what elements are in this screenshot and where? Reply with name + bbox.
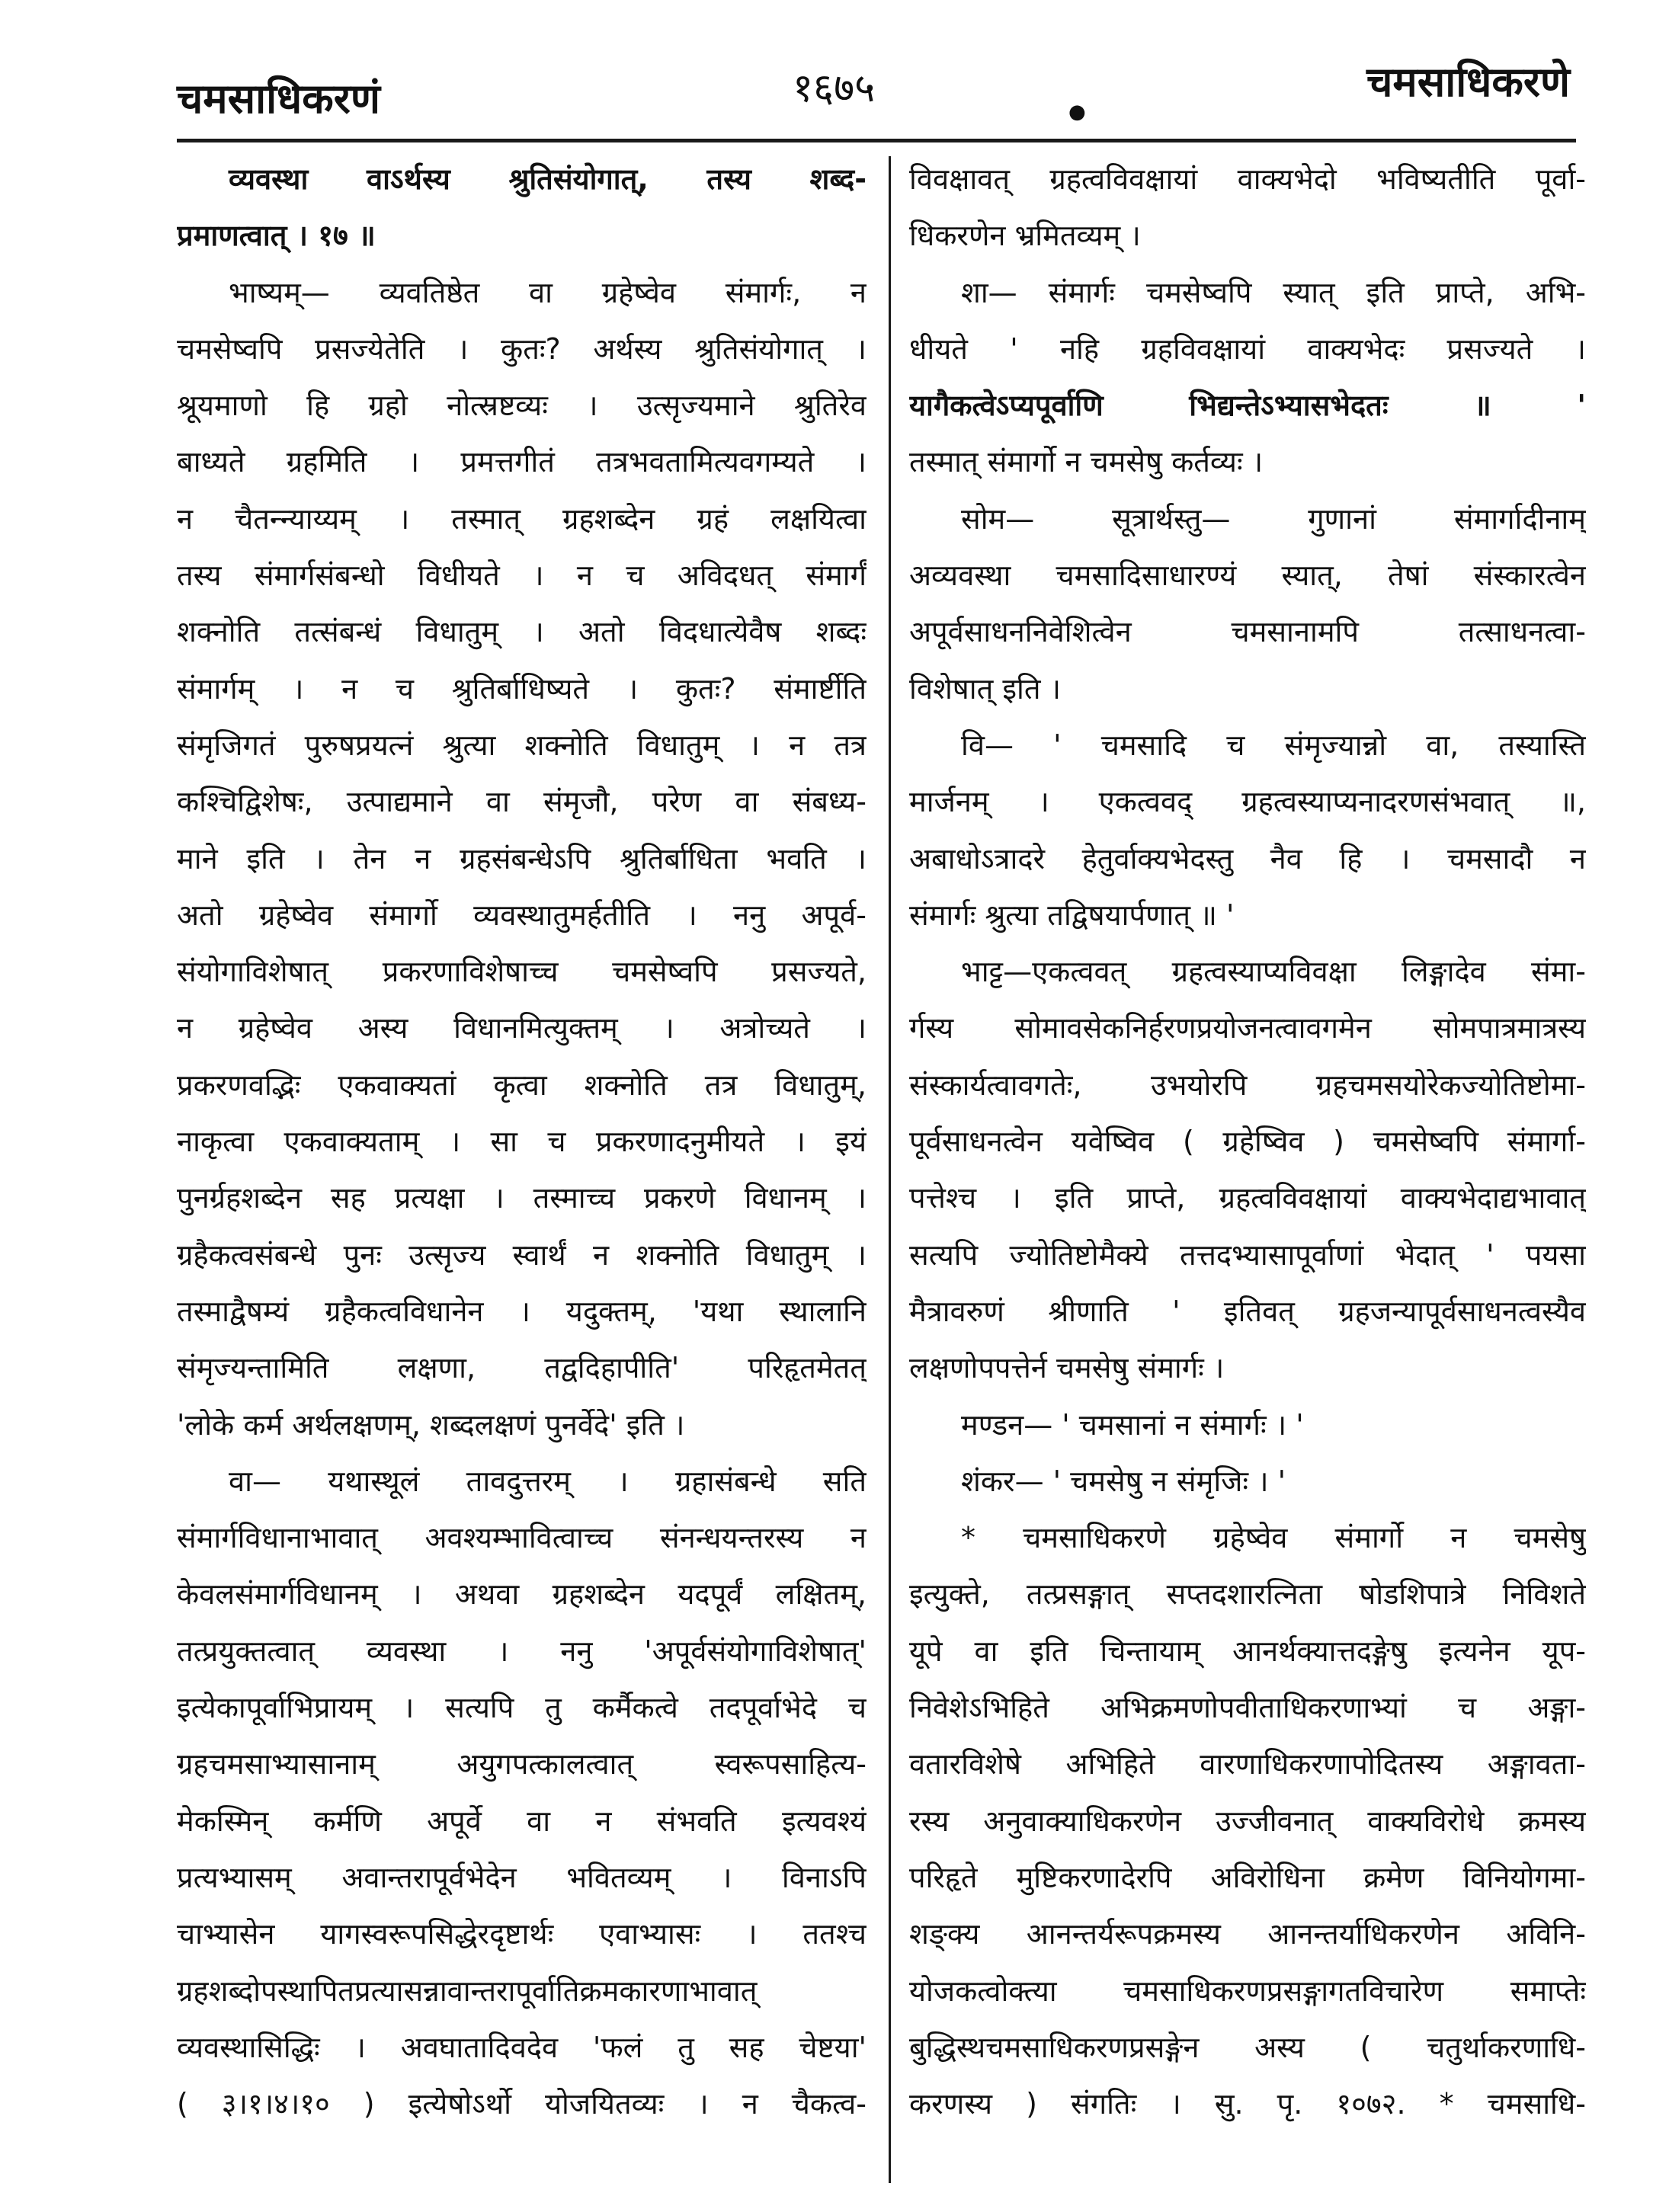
text-line: संमार्गविधानाभावात् अवश्यम्भावित्वाच्च संनन्धयन्तरस्य न — [177, 1521, 867, 1555]
text-line: संमृज्यन्तामिति लक्षणा, तद्वदिहापीति' परिहृतमेतत् — [177, 1351, 867, 1385]
text-line: तस्मात् संमार्गो न चमसेषु कर्तव्यः । — [909, 445, 1264, 479]
text-line: न ग्रहेष्वेव अस्य विधानमित्युक्तम् । अत्रोच्यते । — [177, 1011, 867, 1045]
text-line: मैत्रावरुणं श्रीणाति ' इतिवत् ग्रहजन्यापूर्वसाधनत्वस्यैव — [909, 1294, 1586, 1328]
text-line: तत्प्रयुक्तत्वात् व्यवस्था । ननु 'अपूर्वसंयोगाविशेषात्' — [177, 1634, 867, 1668]
text-line: ग्रहैकत्वसंबन्धे पुनः उत्सृज्य स्वार्थं न शक्नोति विधातुम् । — [177, 1237, 867, 1272]
text-line: शा— संमार्गः चमसेष्वपि स्यात् इति प्राप्ते, अभि- — [961, 275, 1586, 309]
text-line: प्रत्यभ्यासम् अवान्तरापूर्वभेदेन भवितव्यम् । विनाऽपि — [177, 1860, 867, 1894]
text-line: ( ३।१।४।१० ) इत्येषोऽर्थो योजयितव्यः । न चैकत्व- — [177, 2087, 867, 2121]
text-line: ग्रहशब्दोपस्थापितप्रत्यासन्नावान्तरापूर्वातिक्रमकारणाभावात् — [177, 1974, 758, 2008]
text-line: केवलसंमार्गविधानम् । अथवा ग्रहशब्देन यदपूर्वं लक्षितम्, — [177, 1577, 867, 1612]
text-line: न चैतन्न्याय्यम् । तस्मात् ग्रहशब्देन ग्रहं लक्षयित्वा — [177, 501, 867, 536]
text-line: व्यवस्थासिद्धिः । अवघातादिवदेव 'फलं तु सह चेष्टया' — [177, 2030, 867, 2064]
text-line: वतारविशेषे अभिहिते वारणाधिकरणापोदितस्य अङ्गावता- — [909, 1747, 1586, 1781]
ink-mark: ● — [1068, 101, 1086, 123]
text-line: अपूर्वसाधननिवेशित्वेन चमसानामपि तत्साधनत्वा- — [909, 615, 1586, 649]
page-number: १६७५ — [793, 66, 876, 111]
text-line: विशेषात् इति । — [909, 671, 1061, 706]
text-line: योजकत्वोक्त्या चमसाधिकरणप्रसङ्गागतविचारेण समाप्तेः — [909, 1974, 1586, 2008]
text-line: वि— ' चमसादि च संमृज्यान्नो वा, तस्यास्ति — [961, 728, 1586, 762]
page-header — [0, 0, 1669, 141]
text-line: धीयते ' नहि ग्रहविवक्षायां वाक्यभेदः प्रसज्यते । — [909, 331, 1586, 366]
text-line: पुनर्ग्रहशब्देन सह प्रत्यक्षा । तस्माच्च प्रकरणे विधानम् । — [177, 1181, 867, 1215]
text-line: र्गस्य सोमावसेकनिर्हरणप्रयोजनत्वावगमेन सोमपात्रमात्रस्य — [909, 1011, 1586, 1045]
text-line: यूपे वा इति चिन्तायाम् आनर्थक्यात्तदङ्गेषु इत्यनेन यूप- — [909, 1634, 1586, 1668]
text-line: यागैकत्वेऽप्यपूर्वाणि भिद्यन्तेऽभ्यासभेदतः ॥ ' — [909, 389, 1586, 423]
text-line: भाट्ट—एकत्ववत् ग्रहत्वस्याप्यविवक्षा लिङ्गादेव संमा- — [961, 955, 1586, 989]
text-line: नाकृत्वा एकवाक्यताम् । सा च प्रकरणादनुमीयते । इयं — [177, 1125, 867, 1159]
text-line: भाष्यम्— व्यवतिष्ठेत वा ग्रहेष्वेव संमार्गः, न — [229, 275, 867, 309]
text-line: संमृजिगतं पुरुषप्रयत्नं श्रुत्या शक्नोति विधातुम् । न तत्र — [177, 728, 867, 762]
text-line: संमार्गः श्रुत्या तद्विषयार्पणात् ॥ ' — [909, 898, 1235, 932]
text-line: मार्जनम् । एकत्ववद् ग्रहत्वस्याप्यनादरणसंभवात् ॥, — [909, 785, 1586, 819]
text-line: मेकस्मिन् कर्मणि अपूर्वे वा न संभवति इत्यवश्यं — [177, 1804, 867, 1838]
text-line: पत्तेश्च । इति प्राप्ते, ग्रहत्वविवक्षायां वाक्यभेदाद्यभावात् — [909, 1181, 1586, 1215]
text-line: सत्यपि ज्योतिष्टोमैक्ये तत्तदभ्यासापूर्वाणां भेदात् ' पयसा — [909, 1237, 1586, 1272]
text-line: शंकर— ' चमसेषु न संमृजिः । ' — [961, 1464, 1286, 1498]
text-line: संस्कार्यत्वावगतेः, उभयोरपि ग्रहचमसयोरेकज्योतिष्टोमा- — [909, 1068, 1586, 1102]
text-line: श्रूयमाणो हि ग्रहो नोत्स्रष्टव्यः । उत्सृज्यमाने श्रुतिरेव — [177, 389, 867, 423]
text-line: धिकरणेन भ्रमितव्यम् । — [909, 219, 1141, 253]
text-line: संमार्गम् । न च श्रुतिर्बाधिष्यते । कुतः? संमार्ष्टीति — [177, 671, 867, 706]
text-line: तस्माद्वैषम्यं ग्रहैकत्वविधानेन । यदुक्तम्, 'यथा स्थालानि — [177, 1294, 867, 1328]
left-column — [177, 151, 867, 2132]
text-line: माने इति । तेन न ग्रहसंबन्धेऽपि श्रुतिर्बाधिता भवति । — [177, 841, 867, 876]
text-line: मण्डन— ' चमसानां न संमार्गः । ' — [961, 1407, 1304, 1442]
text-line: तस्य संमार्गसंबन्धो विधीयते । न च अविदधत् संमार्गं — [177, 559, 867, 593]
text-line: पूर्वसाधनत्वेन यवेष्विव ( ग्रहेष्विव ) चमसेष्वपि संमार्गा- — [909, 1125, 1586, 1159]
text-line: इत्येकापूर्वाभिप्रायम् । सत्यपि तु कर्मैकत्वे तदपूर्वाभेदे च — [177, 1691, 867, 1725]
text-line: प्रमाणत्वात् । १७ ॥ — [177, 219, 376, 253]
text-line: इत्युक्ते, तत्प्रसङ्गात् सप्तदशारत्निता षोडशिपात्रे निविशते — [909, 1577, 1586, 1612]
text-line: 'लोके कर्म अर्थलक्षणम्, शब्दलक्षणं पुनर्वेदे' इति । — [177, 1407, 685, 1442]
text-line: सोम— सूत्रार्थस्तु— गुणानां संमार्गादीनाम् — [961, 501, 1586, 536]
text-line: ग्रहचमसाभ्यासानाम् अयुगपत्कालत्वात् स्वरूपसाहित्य- — [177, 1747, 867, 1781]
text-line: लक्षणोपपत्तेर्न चमसेषु संमार्गः । — [909, 1351, 1225, 1385]
column-divider — [889, 156, 891, 2183]
right-column — [909, 151, 1586, 2132]
text-line: चाभ्यासेन यागस्वरूपसिद्धेरदृष्टार्थः एवाभ्यासः । ततश्च — [177, 1917, 867, 1951]
text-line: अबाधोऽत्रादरे हेतुर्वाक्यभेदस्तु नैव हि । चमसादौ न — [909, 841, 1586, 876]
text-line: * चमसाधिकरणे ग्रहेष्वेव संमार्गो न चमसेषु — [961, 1521, 1586, 1555]
text-line: शङ्क्य आनन्तर्यरूपक्रमस्य आनन्तर्याधिकरणेन अविनि- — [909, 1917, 1586, 1951]
text-line: चमसेष्वपि प्रसज्येतेति । कुतः? अर्थस्य श्रुतिसंयोगात् । — [177, 331, 867, 366]
text-line: बाध्यते ग्रहमिति । प्रमत्तगीतं तत्रभवतामित्यवगम्यते । — [177, 445, 867, 479]
text-line: वा— यथास्थूलं तावदुत्तरम् । ग्रहासंबन्धे सति — [229, 1464, 867, 1498]
text-line: करणस्य ) संगतिः । सु. पृ. १०७२. * चमसाधि- — [909, 2087, 1586, 2121]
running-title-right: चमसाधिकरणे — [1366, 58, 1570, 106]
text-line: अतो ग्रहेष्वेव संमार्गो व्यवस्थातुमर्हतीति । ननु अपूर्व- — [177, 898, 867, 932]
text-line: अव्यवस्था चमसादिसाधारण्यं स्यात्, तेषां संस्कारत्वेन — [909, 559, 1586, 593]
text-line: प्रकरणवद्भिः एकवाक्यतां कृत्वा शक्नोति तत्र विधातुम्, — [177, 1068, 867, 1102]
text-line: शक्नोति तत्संबन्धं विधातुम् । अतो विदधात्येवैष शब्दः — [177, 615, 867, 649]
text-line: विवक्षावत् ग्रहत्वविवक्षायां वाक्यभेदो भविष्यतीति पूर्वा- — [909, 162, 1586, 196]
text-line: परिहृते मुष्टिकरणादेरपि अविरोधिना क्रमेण विनियोगमा- — [909, 1860, 1586, 1894]
text-line: कश्चिद्विशेषः, उत्पाद्यमाने वा संमृजौ, परेण वा संबध्य- — [177, 785, 867, 819]
text-line: निवेशेऽभिहिते अभिक्रमणोपवीताधिकरणाभ्यां च अङ्गा- — [909, 1691, 1586, 1725]
text-line: बुद्धिस्थचमसाधिकरणप्रसङ्गेन अस्य ( चतुर्थाकरणाधि- — [909, 2030, 1586, 2064]
running-title-left: चमसाधिकरणं — [177, 75, 380, 123]
text-line: व्यवस्था वाऽर्थस्य श्रुतिसंयोगात्, तस्य शब्द- — [229, 162, 867, 196]
text-line: संयोगाविशेषात् प्रकरणाविशेषाच्च चमसेष्वपि प्रसज्यते, — [177, 955, 867, 989]
text-line: रस्य अनुवाक्याधिकरणेन उज्जीवनात् वाक्यविरोधे क्रमस्य — [909, 1804, 1586, 1838]
header-rule — [177, 139, 1576, 142]
